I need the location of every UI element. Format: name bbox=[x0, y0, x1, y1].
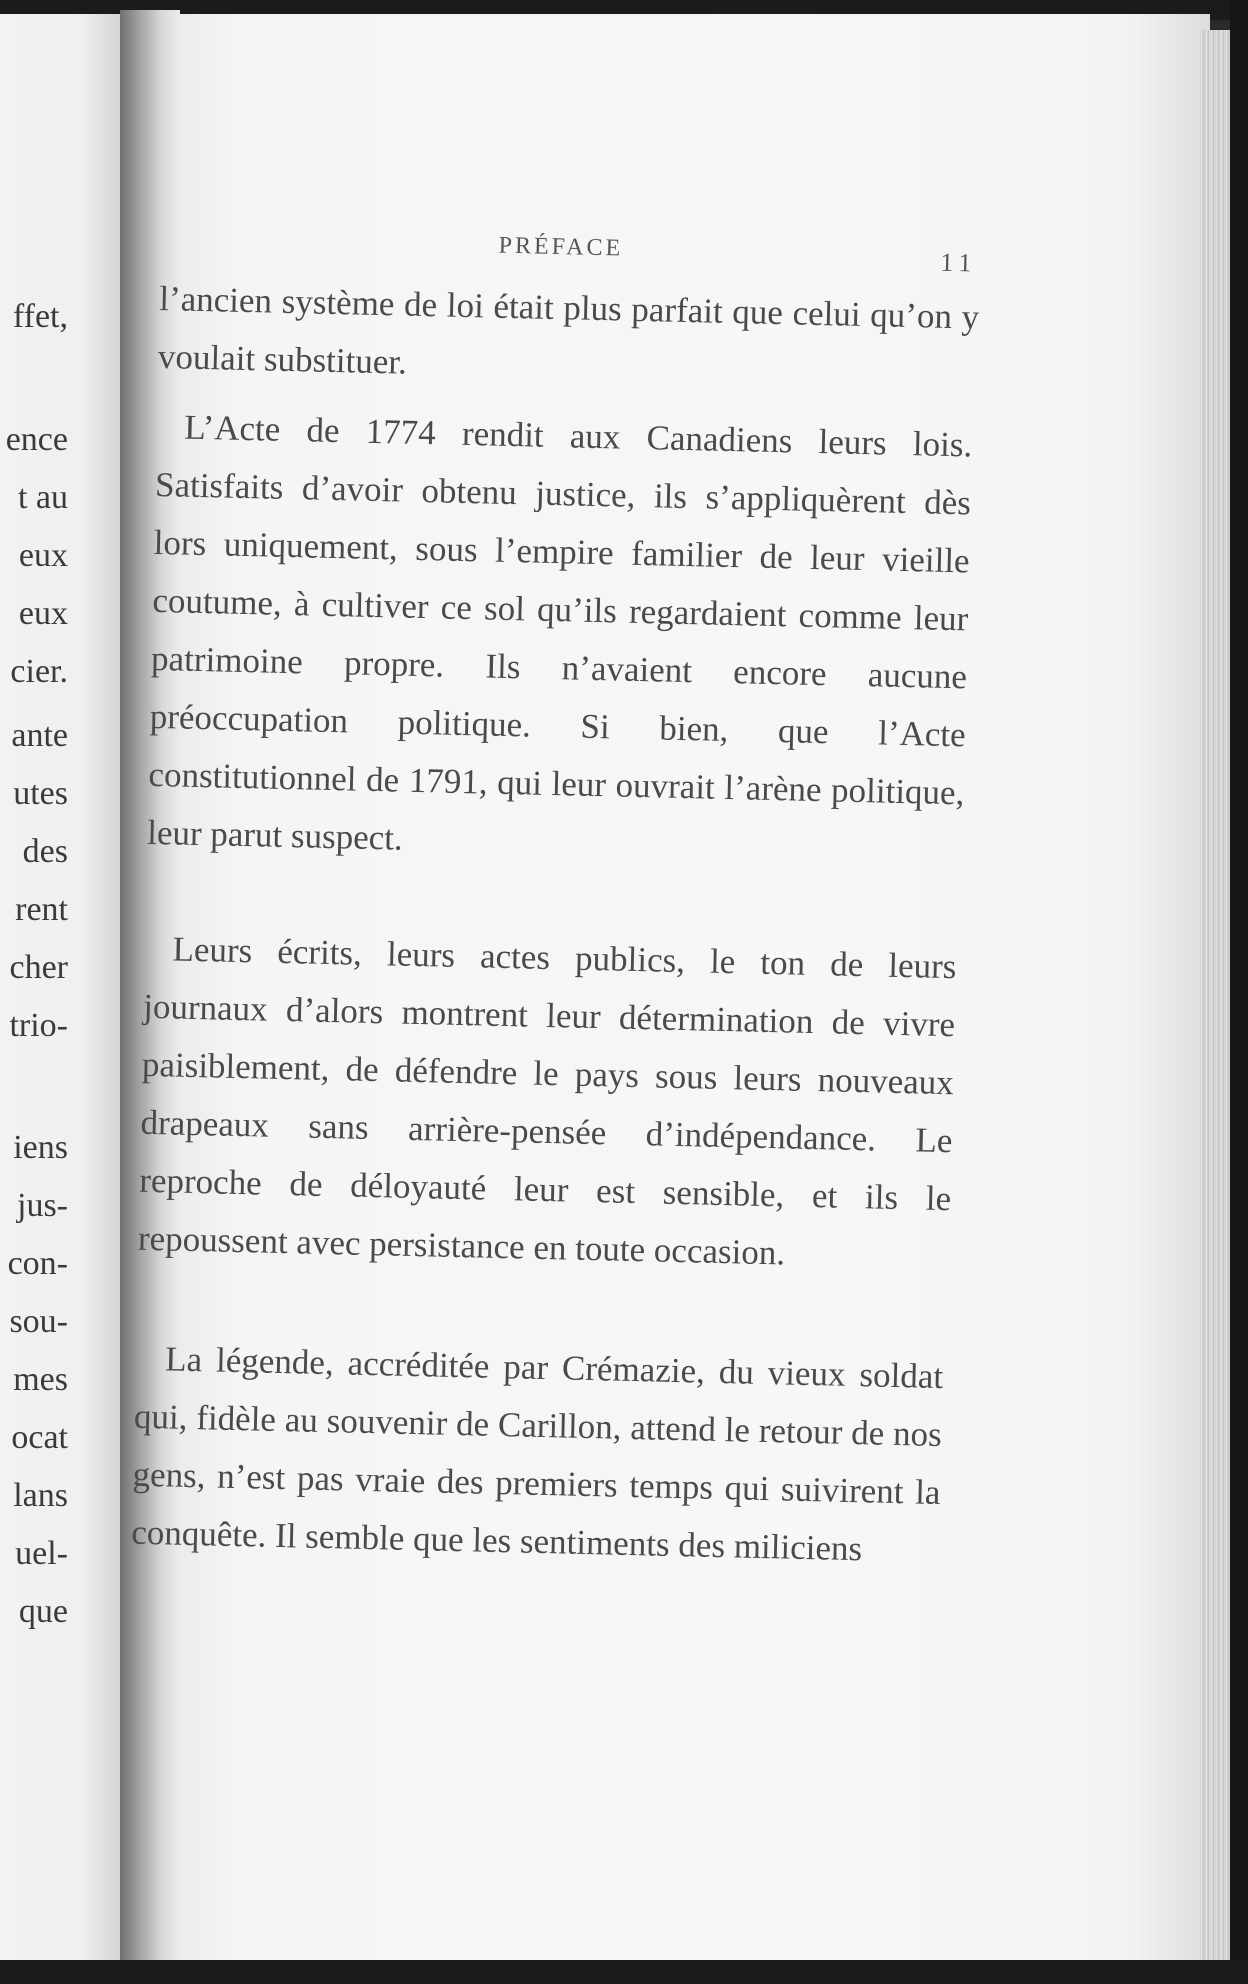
left-line-fragment: des bbox=[22, 833, 68, 870]
left-line-fragment: eux bbox=[18, 595, 68, 632]
scan-background-right bbox=[1230, 0, 1248, 1984]
left-line-fragment: eux bbox=[18, 537, 68, 574]
page-edges bbox=[1200, 30, 1230, 1960]
left-line-fragment: cher bbox=[9, 949, 68, 986]
left-line-fragment: jus- bbox=[17, 1187, 68, 1224]
scan-background-bottom bbox=[0, 1960, 1248, 1984]
left-line-fragment: trio- bbox=[9, 1007, 68, 1044]
left-line-fragment: t au bbox=[17, 479, 68, 516]
left-line-fragment: cier. bbox=[10, 653, 68, 690]
left-line-fragment: ante bbox=[11, 717, 68, 754]
left-line-fragment: sou- bbox=[9, 1303, 68, 1340]
left-line-fragment: que bbox=[18, 1593, 68, 1630]
left-line-fragment: utes bbox=[13, 775, 68, 812]
paragraph: Leurs écrits, leurs actes publics, le ton de leurs journaux d’alors montrent leur détermination de vivre paisiblement, de défendre le pays sous leurs nouveaux drapeaux sans arrière-pensée d’indépendance. Le reproche de déloyauté leur est sensible, et ils le repoussent avec persistance en toute occasion. bbox=[137, 929, 957, 1273]
left-line-fragment: lans bbox=[13, 1477, 68, 1514]
paragraph: L’Acte de 1774 rendit aux Canadiens leurs lois. Satisfaits d’avoir obtenu justice, ils s’appliquèrent dès lors uniquement, sous l’empire familier de leur vieille coutume, à cultiver ce sol qu’ils regardaient comme leur patrimoine propre. Ils n’avaient encore aucune préoccupation politique. Si bien, que l’Acte constitutionnel de 1791, qui leur ouvrait l’arène politique, leur parut suspect. bbox=[146, 407, 973, 858]
left-line-fragment: ffet, bbox=[12, 298, 68, 335]
page-number: 11 bbox=[940, 247, 978, 278]
left-line-fragment: ence bbox=[5, 421, 68, 458]
left-line-fragment: con- bbox=[7, 1245, 68, 1282]
left-line-fragment: mes bbox=[13, 1361, 68, 1398]
left-line-fragment: iens bbox=[13, 1129, 68, 1166]
paragraph: l’ancien système de loi était plus parfait que celui qu’on y voulait substituer. bbox=[157, 278, 980, 382]
left-line-fragment: ocat bbox=[11, 1419, 68, 1456]
running-title: PRÉFACE bbox=[498, 232, 624, 262]
left-line-fragment: rent bbox=[15, 891, 68, 928]
left-line-fragment: uel- bbox=[15, 1535, 68, 1572]
paragraph: La légende, accréditée par Crémazie, du vieux soldat qui, fidèle au souvenir de Carillon, attend le retour de nos gens, n’est pas vraie des premiers temps qui suivirent la conquête. Il semble que les sentiments des miliciens bbox=[130, 1339, 944, 1569]
